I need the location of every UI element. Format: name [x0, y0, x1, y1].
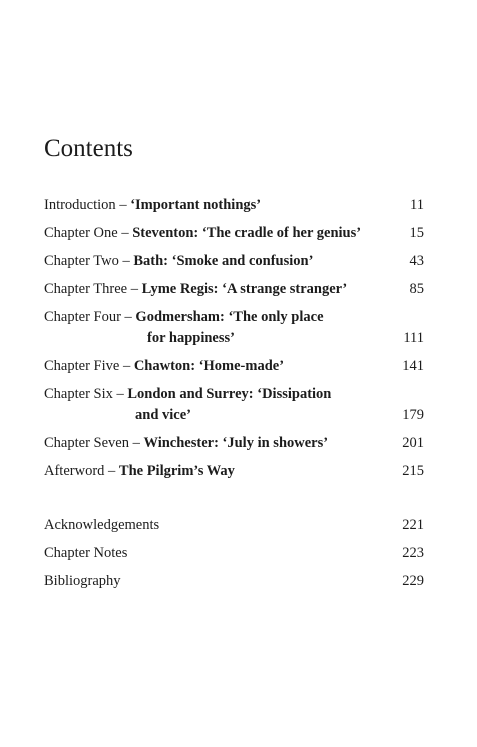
toc-entry-text [44, 223, 394, 244]
table-of-contents [44, 195, 424, 482]
toc-entry-title: Bath: ‘Smoke and confusion’ [133, 253, 314, 269]
toc-entry-prefix: Introduction [44, 197, 116, 213]
toc-separator: – [104, 463, 119, 479]
toc-entry-chapter-four [44, 307, 424, 349]
toc-entry-prefix: Chapter Six [44, 386, 113, 402]
toc-entry-chapter-six [44, 384, 424, 426]
toc-entry-text [44, 433, 394, 454]
toc-page-number: 223 [402, 545, 424, 561]
toc-entry-acknowledgements [44, 515, 424, 536]
toc-separator: – [115, 197, 131, 213]
toc-entry-text [44, 195, 394, 216]
toc-entry-prefix: Chapter Four [44, 309, 121, 325]
toc-page-number: 85 [409, 281, 424, 297]
toc-entry-title: Chawton: ‘Home-made’ [133, 358, 285, 374]
back-matter-list [44, 515, 424, 592]
toc-separator: – [120, 309, 136, 325]
toc-separator: – [118, 253, 134, 269]
toc-entry-text [44, 384, 394, 426]
toc-entry-title: Godmersham: ‘The only place [135, 309, 324, 325]
toc-entry-title: ‘Important nothings’ [130, 197, 262, 213]
toc-entry-chapter-seven [44, 433, 424, 454]
toc-page-number: 111 [403, 330, 424, 346]
toc-page-number: 201 [402, 435, 424, 451]
toc-separator: – [119, 358, 134, 374]
toc-page-number: 221 [402, 517, 424, 533]
toc-entry-text [44, 307, 394, 349]
toc-entry-title: London and Surrey: ‘Dissipation [127, 386, 332, 402]
toc-entry-bibliography [44, 571, 424, 592]
toc-page-number: 229 [402, 573, 424, 589]
toc-page-number: 141 [402, 358, 424, 374]
toc-page-number: 15 [409, 225, 424, 241]
toc-entry-prefix: Chapter Two [44, 253, 119, 269]
toc-entry-title-continued: for happiness’ [147, 330, 235, 346]
toc-entry-chapter-two [44, 251, 424, 272]
toc-separator: – [117, 225, 133, 241]
toc-entry-text [44, 356, 394, 377]
toc-separator: – [112, 386, 128, 402]
toc-entry-title-continued: and vice’ [135, 407, 191, 423]
toc-entry-title: Steventon: ‘The cradle of her genius’ [132, 225, 362, 241]
toc-entry-prefix: Chapter Three [44, 281, 128, 297]
toc-entry-afterword [44, 461, 424, 482]
toc-entry-label: Chapter Notes [44, 545, 128, 561]
toc-entry-label: Acknowledgements [44, 517, 160, 533]
toc-entry-prefix: Chapter Five [44, 358, 120, 374]
toc-page-number: 43 [409, 253, 424, 269]
toc-page-number: 215 [402, 463, 424, 479]
toc-page-number: 11 [410, 197, 424, 213]
toc-entry-prefix: Chapter Seven [44, 435, 129, 451]
toc-entry-chapter-one [44, 223, 424, 244]
toc-entry-prefix: Afterword [44, 463, 105, 479]
toc-entry-chapter-notes [44, 543, 424, 564]
toc-entry-text [44, 251, 394, 272]
toc-entry-introduction [44, 195, 424, 216]
toc-entry-title: Lyme Regis: ‘A strange stranger’ [141, 281, 348, 297]
toc-separator: – [128, 435, 144, 451]
toc-page-number: 179 [402, 407, 424, 423]
toc-entry-chapter-five [44, 356, 424, 377]
toc-entry-prefix: Chapter One [44, 225, 118, 241]
toc-separator: – [127, 281, 142, 297]
toc-entry-chapter-three [44, 279, 424, 300]
toc-entry-title: Winchester: ‘July in showers’ [143, 435, 329, 451]
toc-entry-text [44, 279, 394, 300]
page-title: Contents [44, 135, 133, 162]
toc-entry-text [44, 461, 394, 482]
toc-entry-title: The Pilgrim’s Way [118, 463, 235, 479]
toc-entry-label: Bibliography [44, 573, 121, 589]
